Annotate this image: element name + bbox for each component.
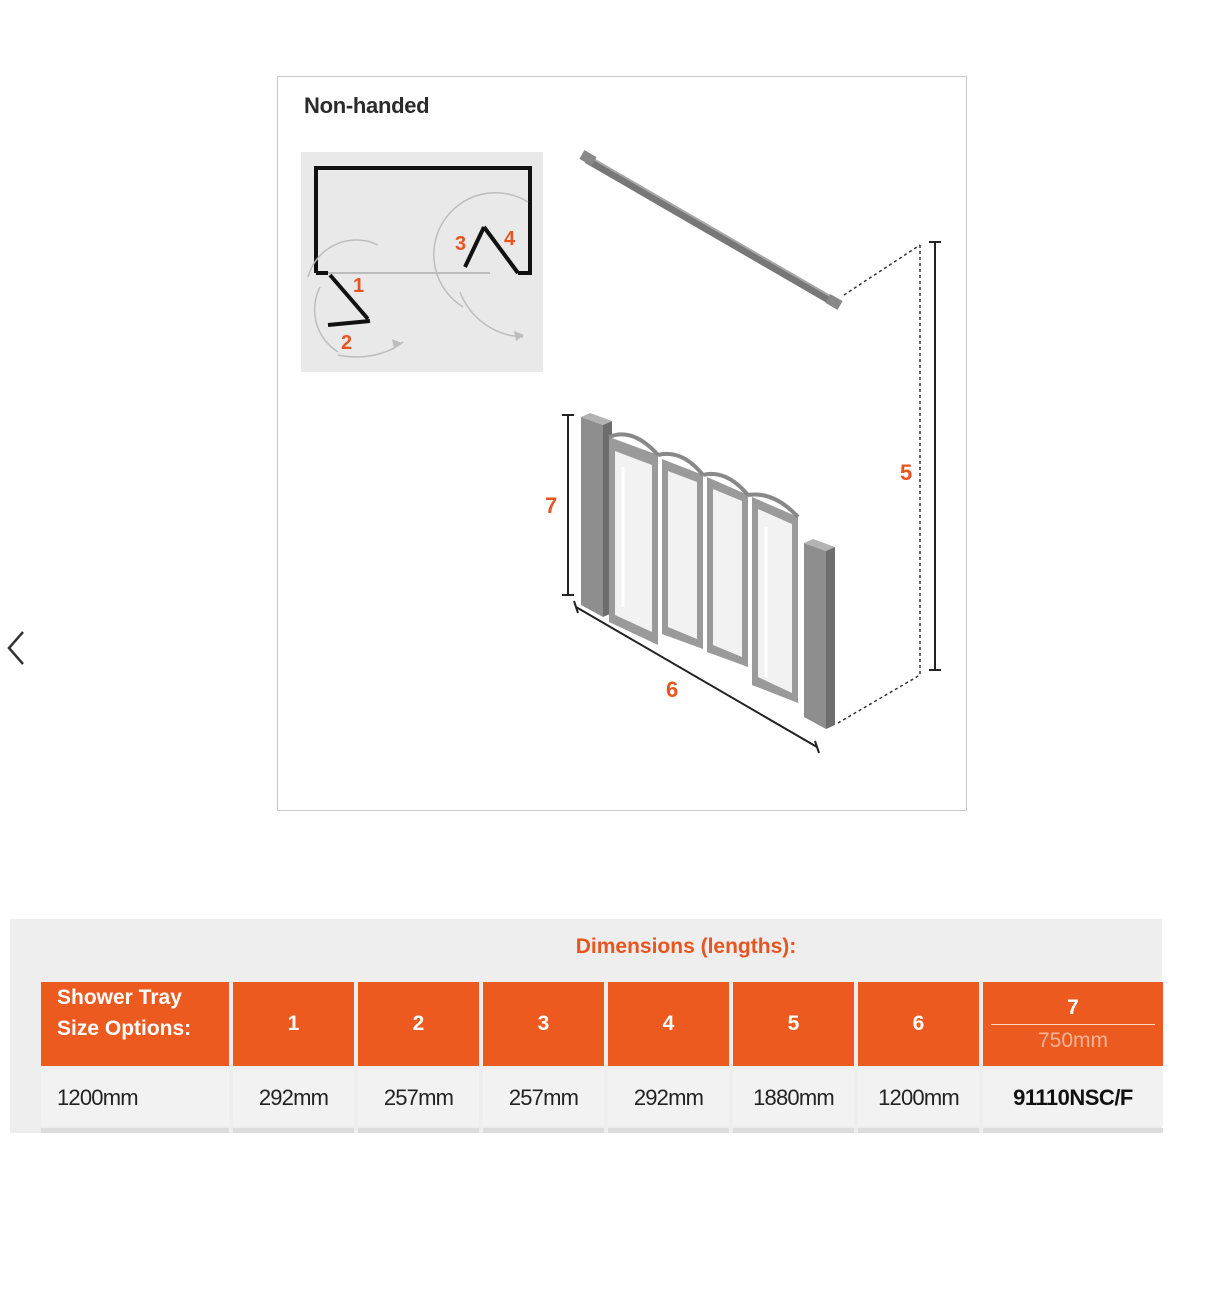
header-col-2: 2 <box>358 982 479 1066</box>
diagram-title: Non-handed <box>304 93 430 118</box>
row-value-4: 292mm <box>608 1070 729 1126</box>
top-rail <box>579 150 842 310</box>
header-col-7-value: 750mm <box>1037 1028 1109 1052</box>
plan-view <box>301 152 543 372</box>
plan-label-2: 2 <box>341 332 353 354</box>
header-col-4: 4 <box>608 982 729 1066</box>
row-value-3: 257mm <box>483 1070 604 1126</box>
header-col-7-label: 7 <box>1067 995 1079 1019</box>
dimension-label-7: 7 <box>545 493 558 518</box>
row-tray-size: 1200mm <box>41 1070 229 1126</box>
back-arrow-button[interactable] <box>0 628 30 668</box>
plan-label-1: 1 <box>353 275 365 297</box>
diagram-frame <box>277 76 967 811</box>
header-tray-size-line1: Shower Tray <box>57 986 182 1009</box>
header-col-1: 1 <box>233 982 354 1066</box>
row-product-code: 91110NSC/F <box>983 1070 1163 1126</box>
table-header-row <box>41 982 1163 1066</box>
header-tray-size <box>41 982 229 1066</box>
table-row <box>41 1070 1163 1126</box>
table-heading: Dimensions (lengths): <box>575 935 797 958</box>
header-col-5: 5 <box>733 982 854 1066</box>
header-col-7 <box>983 982 1163 1066</box>
dimension-label-6: 6 <box>666 677 679 702</box>
row-value-6: 1200mm <box>858 1070 979 1126</box>
row-value-5: 1880mm <box>733 1070 854 1126</box>
header-col-6: 6 <box>858 982 979 1066</box>
plan-label-4: 4 <box>504 228 516 250</box>
row-divider <box>41 1128 1167 1133</box>
header-col-3: 3 <box>483 982 604 1066</box>
screen-height-dimension <box>545 415 574 595</box>
row-value-2: 257mm <box>358 1070 479 1126</box>
height-dimension <box>838 242 941 723</box>
dimensions-table <box>10 919 1162 1133</box>
plan-label-3: 3 <box>455 233 467 255</box>
shower-screen-diagram <box>278 77 968 812</box>
dimension-label-5: 5 <box>900 460 913 485</box>
row-value-1: 292mm <box>233 1070 354 1126</box>
header-tray-size-line2: Size Options: <box>57 1017 192 1040</box>
bath-screen <box>581 413 835 729</box>
chevron-left-icon <box>3 628 27 668</box>
